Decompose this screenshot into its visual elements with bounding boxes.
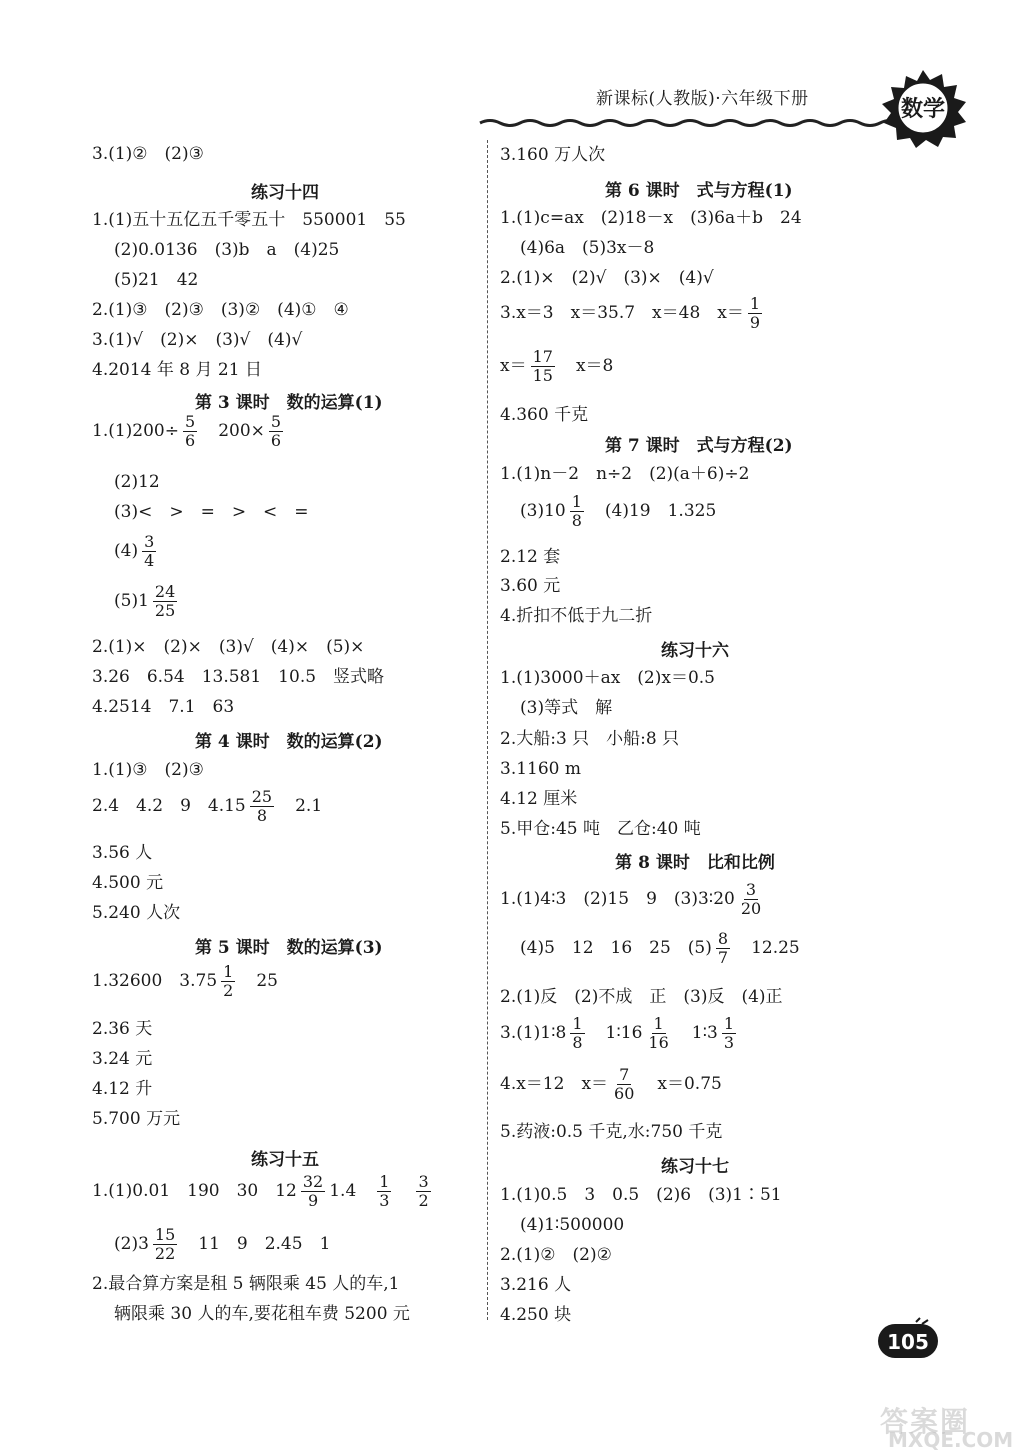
fraction-denominator: 25 <box>154 601 176 620</box>
watermark-logo: 答案圈 <box>880 1405 971 1438</box>
answer-line: (5)21 42 <box>114 270 199 290</box>
answer-line: 4.2514 7.1 63 <box>92 697 235 717</box>
fraction-denominator: 6 <box>185 431 196 450</box>
fraction-numerator: 1 <box>572 1014 583 1033</box>
header-title: 新课标(人教版)·六年级下册 <box>596 89 809 109</box>
header-rule <box>480 118 900 128</box>
section-heading: 练习十七 <box>661 1157 729 1177</box>
fraction <box>153 1226 177 1263</box>
fraction-denominator: 60 <box>614 1084 635 1103</box>
watermark-url: MXQE.COM <box>888 1428 1013 1452</box>
answer-line: 3.56 人 <box>92 843 153 863</box>
fraction <box>531 348 555 385</box>
badge-label: 数学 <box>900 97 945 122</box>
answer-line <box>92 963 278 1000</box>
fraction-denominator: 6 <box>270 431 282 450</box>
answer-line: 2.最合算方案是租 5 辆限乘 45 人的车,1 <box>92 1274 400 1294</box>
fraction-numerator: 1 <box>653 1014 664 1033</box>
answer-line: 1.(1)五十五亿五千零五十 550001 55 <box>92 210 406 230</box>
fraction <box>716 930 730 967</box>
fraction <box>250 788 274 825</box>
answer-line: 5.药液:0.5 千克,水:750 千克 <box>500 1122 723 1142</box>
answer-text: 1.32600 3.75 <box>92 971 218 991</box>
fraction-numerator: 25 <box>251 787 273 806</box>
answer-line: 3.60 元 <box>500 576 561 596</box>
answer-line: 1.(1)0.5 3 0.5 (2)6 (3)1∶51 <box>500 1185 782 1205</box>
answer-line <box>520 930 800 967</box>
answer-text: 2.1 <box>295 796 323 816</box>
answer-line: 4.折扣不低于九二折 <box>500 606 653 626</box>
page-number: 105 <box>887 1330 929 1354</box>
answer-line <box>520 493 716 530</box>
fraction <box>612 1066 636 1103</box>
answer-text: 200× <box>218 421 265 441</box>
answer-line: 3.(1)√ (2)× (3)√ (4)√ <box>92 330 303 350</box>
answer-line <box>500 1066 722 1103</box>
answer-line: 3.1160 m <box>500 759 582 779</box>
fraction-denominator: 7 <box>717 948 729 967</box>
answer-line <box>500 881 767 918</box>
fraction-numerator: 24 <box>154 582 176 601</box>
answer-line: 2.(1)② (2)② <box>500 1245 612 1265</box>
answer-line: 3.24 元 <box>92 1049 153 1069</box>
answer-text: 25 <box>256 971 278 991</box>
answer-text: (3)10 <box>520 501 566 521</box>
fraction-denominator: 2 <box>418 1191 429 1210</box>
answer-line: 2.36 天 <box>92 1019 153 1039</box>
section-heading: 练习十六 <box>661 641 729 661</box>
answer-text: 2.4 4.2 9 4.15 <box>92 796 246 816</box>
answer-text: 1∶16 <box>605 1023 643 1043</box>
answer-line <box>500 295 766 332</box>
fraction-numerator: 5 <box>270 412 282 431</box>
answer-line: (4)6a (5)3x－8 <box>520 238 655 258</box>
answer-line: 1.(1)c=ax (2)18－x (3)6a＋b 24 <box>500 208 802 228</box>
answer-text: x＝8 <box>575 356 614 376</box>
fraction-numerator: 5 <box>185 412 196 431</box>
column-divider <box>487 140 488 1320</box>
fraction-numerator: 1 <box>379 1172 390 1191</box>
fraction <box>570 1015 584 1052</box>
answer-line: 3.160 万人次 <box>500 145 606 165</box>
answer-text: (4) <box>114 541 139 561</box>
section-heading: 练习十四 <box>251 183 319 203</box>
answer-line <box>500 1015 740 1052</box>
answer-line: 2.(1)× (2)√ (3)× (4)√ <box>500 268 714 288</box>
answer-text: 1.(1)4∶3 (2)15 9 (3)3∶20 <box>500 889 735 909</box>
fraction-numerator: 1 <box>749 294 761 313</box>
answer-line: (4)1∶500000 <box>520 1215 625 1235</box>
fraction-denominator: 8 <box>256 806 268 825</box>
answer-text: 11 9 2.45 1 <box>198 1234 331 1254</box>
answer-text: (4)5 12 16 25 (5) <box>520 938 712 958</box>
section-heading: 第 4 课时 数的运算(2) <box>195 732 383 752</box>
answer-line: (2)0.0136 (3)b a (4)25 <box>114 240 340 260</box>
answer-line: 4.12 升 <box>92 1079 153 1099</box>
fraction-denominator: 4 <box>144 551 155 570</box>
fraction <box>739 881 763 918</box>
fraction-denominator: 20 <box>740 899 762 918</box>
fraction-denominator: 2 <box>223 981 234 1000</box>
fraction <box>269 413 283 450</box>
answer-line: 2.大船:3 只 小船:8 只 <box>500 729 680 749</box>
section-heading: 练习十五 <box>251 1150 319 1170</box>
answer-line: 1.(1)3000＋ax (2)x＝0.5 <box>500 668 715 688</box>
fraction-denominator: 9 <box>307 1191 319 1210</box>
answer-line: 4.12 厘米 <box>500 789 578 809</box>
answer-text: (4)19 1.325 <box>604 501 717 521</box>
answer-text: 4.x＝12 x＝ <box>500 1074 609 1094</box>
fraction-numerator: 1 <box>571 492 582 511</box>
fraction-denominator: 15 <box>532 366 553 385</box>
answer-line <box>114 1226 330 1263</box>
section-heading: 第 5 课时 数的运算(3) <box>195 938 383 958</box>
answer-line: 2.(1)× (2)× (3)√ (4)× (5)× <box>92 637 365 657</box>
answer-text: (2)3 <box>114 1234 149 1254</box>
section-heading: 第 3 课时 数的运算(1) <box>195 393 383 413</box>
answer-line <box>92 1173 435 1210</box>
answer-line: 辆限乘 30 人的车,要花租车费 5200 元 <box>114 1304 410 1324</box>
fraction-numerator: 7 <box>619 1065 630 1084</box>
fraction-denominator: 9 <box>749 313 761 332</box>
answer-line: 1.(1)③ (2)③ <box>92 760 204 780</box>
answer-line: 3.(1)② (2)③ <box>92 144 204 164</box>
answer-text: 1.(1)200÷ <box>92 421 179 441</box>
answer-line: 2.12 套 <box>500 547 561 567</box>
answer-text: 1∶3 <box>691 1023 718 1043</box>
answer-line: 2.(1)③ (2)③ (3)② (4)① ④ <box>92 300 349 320</box>
answer-line <box>92 788 322 825</box>
fraction-numerator: 32 <box>302 1172 324 1191</box>
fraction-numerator: 17 <box>532 347 553 366</box>
answer-text: 3.x＝3 x＝35.7 x＝48 x＝ <box>500 303 744 323</box>
fraction <box>153 583 177 620</box>
fraction-denominator: 8 <box>572 1033 583 1052</box>
answer-text: x＝ <box>500 356 527 376</box>
answer-text: x＝0.75 <box>657 1074 722 1094</box>
fraction <box>570 493 584 530</box>
answer-line: 3.26 6.54 13.581 10.5 竖式略 <box>92 667 385 687</box>
fraction-numerator: 1 <box>723 1014 735 1033</box>
fraction <box>377 1173 391 1210</box>
answer-line: 4.2014 年 8 月 21 日 <box>92 360 262 380</box>
fraction-numerator: 3 <box>745 880 757 899</box>
fraction-denominator: 22 <box>154 1244 176 1263</box>
answer-text: 1.(1)0.01 190 30 12 <box>92 1181 297 1201</box>
fraction-denominator: 8 <box>571 511 582 530</box>
page-number-badge <box>876 1318 940 1362</box>
answer-text: 3.(1)1∶8 <box>500 1023 567 1043</box>
fraction <box>416 1173 430 1210</box>
fraction-numerator: 3 <box>144 532 155 551</box>
fraction-numerator: 1 <box>223 962 234 981</box>
answer-line: 1.(1)n－2 n÷2 (2)(a＋6)÷2 <box>500 464 750 484</box>
fraction <box>748 295 762 332</box>
fraction <box>142 533 156 570</box>
fraction <box>301 1173 325 1210</box>
section-heading: 第 6 课时 式与方程(1) <box>605 181 793 201</box>
answer-line: 4.360 千克 <box>500 405 589 425</box>
section-heading: 第 7 课时 式与方程(2) <box>605 436 793 456</box>
answer-line: (2)12 <box>114 472 160 492</box>
answer-line <box>92 413 287 450</box>
fraction <box>646 1015 670 1052</box>
answer-line: 4.500 元 <box>92 873 164 893</box>
answer-line: 5.240 人次 <box>92 903 181 923</box>
answer-line: (3)等式 解 <box>520 698 613 718</box>
fraction <box>722 1015 736 1052</box>
fraction <box>183 413 197 450</box>
section-heading: 第 8 课时 比和比例 <box>615 853 775 873</box>
fraction-denominator: 3 <box>723 1033 735 1052</box>
answer-line <box>114 533 160 570</box>
fraction-numerator: 3 <box>418 1172 429 1191</box>
answer-line: 3.216 人 <box>500 1275 572 1295</box>
fraction-denominator: 16 <box>648 1033 669 1052</box>
fraction <box>221 963 235 1000</box>
answer-line: 5.甲仓:45 吨 乙仓:40 吨 <box>500 819 701 839</box>
answer-line <box>500 348 613 385</box>
fraction-numerator: 15 <box>154 1225 176 1244</box>
answer-text: (5)1 <box>114 591 149 611</box>
answer-line: (3)< > = > < = <box>114 502 309 522</box>
subject-badge <box>878 68 968 148</box>
answer-text: 12.25 <box>751 938 800 958</box>
answer-line <box>114 583 181 620</box>
answer-line: 4.250 块 <box>500 1305 572 1325</box>
fraction-numerator: 8 <box>717 929 729 948</box>
answer-line: 2.(1)反 (2)不成 正 (3)反 (4)正 <box>500 987 783 1007</box>
fraction-denominator: 3 <box>379 1191 390 1210</box>
answer-text: 1.4 <box>329 1181 357 1201</box>
answer-line: 5.700 万元 <box>92 1109 181 1129</box>
